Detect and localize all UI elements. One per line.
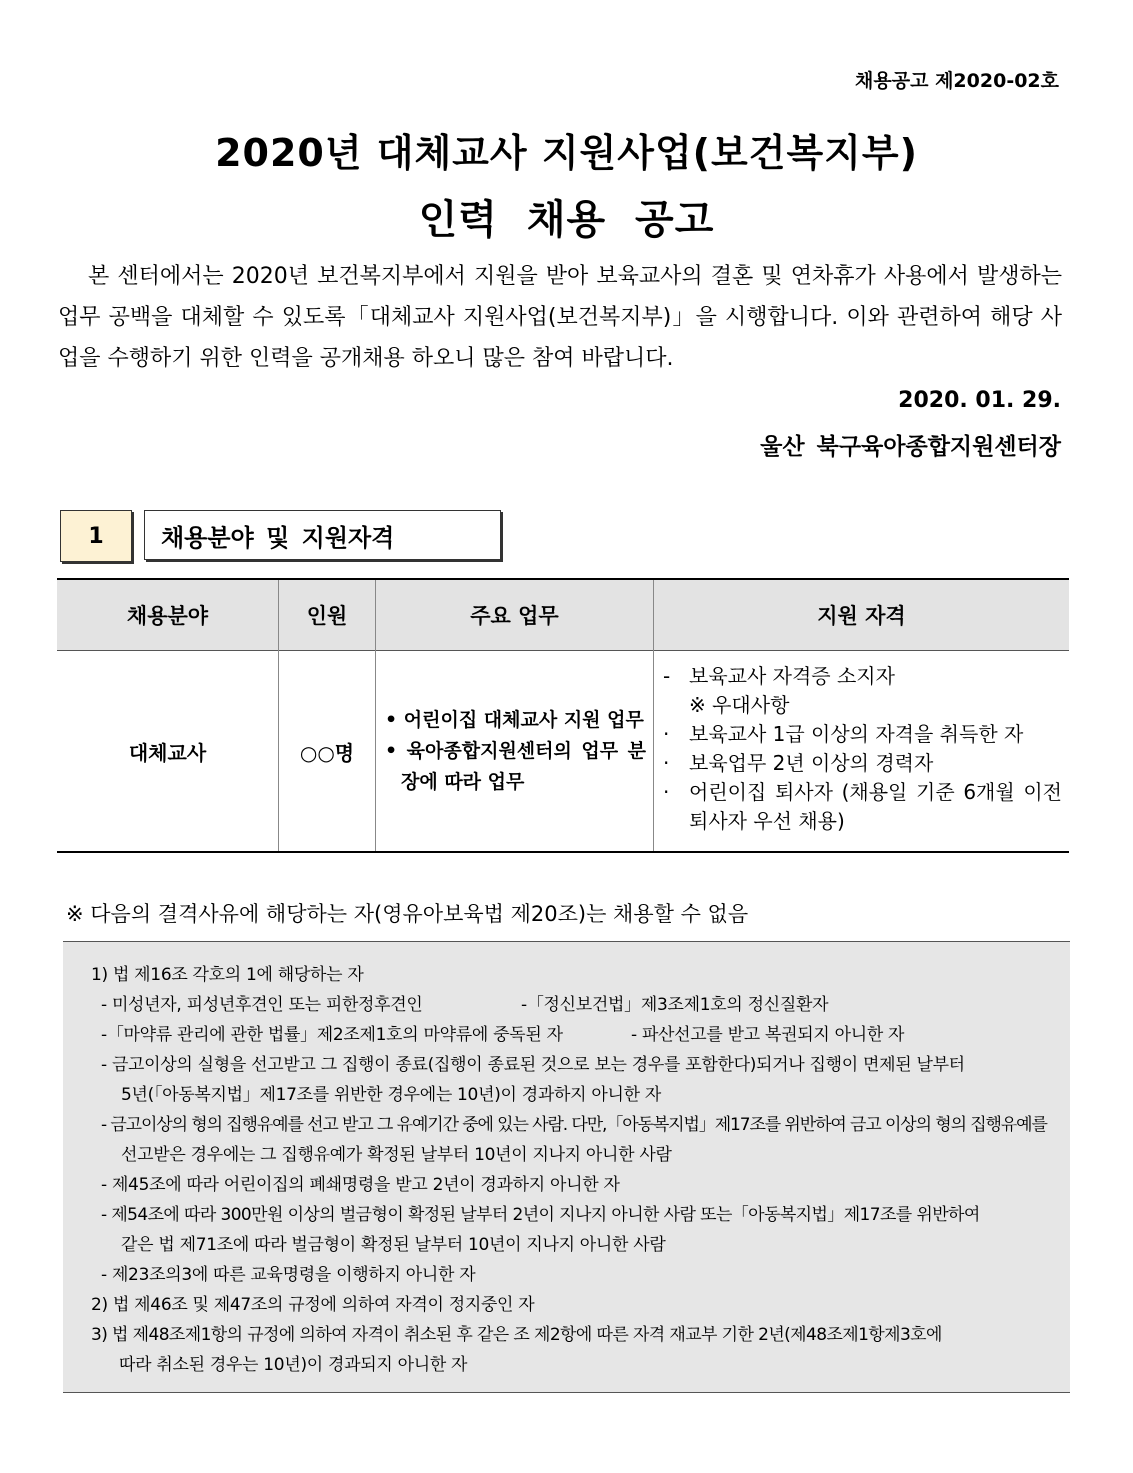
notice-number: 채용공고 제2020-02호 (855, 70, 1059, 92)
cell-duties (376, 651, 654, 853)
header-duties: 주요 업무 (376, 579, 654, 651)
qualification-item: · 보육업무 2년 이상의 경력자 (663, 751, 934, 775)
qualification-item: · 어린이집 퇴사자 (채용일 기준 6개월 이전 퇴사자 우선 채용) (663, 780, 1062, 833)
list-item: - 제23조의3에 따른 교육명령을 이행하지 아니한 자 (101, 1265, 476, 1285)
cell-qualifications (654, 651, 1070, 853)
list-item: 5년(「아동복지법」제17조를 위반한 경우에는 10년)이 경과하지 아니한 자 (121, 1085, 661, 1105)
list-item: -「마약류 관리에 관한 법률」제2조제1호의 마약류에 중독된 자 - 파산선고를 받고 복권되지 아니한 자 (101, 1025, 905, 1045)
organization-name: 울산 북구육아종합지원센터장 (760, 434, 1061, 460)
list-item: - 금고이상의 실형을 선고받고 그 집행이 종료(집행이 종료된 것으로 보는 경우를 포함한다)되거나 집행이 면제된 날부터 (101, 1055, 965, 1075)
list-item: 선고받은 경우에는 그 집행유예가 확정된 날부터 10년이 지나지 아니한 사람 (121, 1145, 672, 1165)
qualification-item: - 보육교사 자격증 소지자 (663, 664, 895, 688)
duty-item: • 어린이집 대체교사 지원 업무 (385, 708, 644, 731)
list-item: - 제54조에 따라 300만원 이상의 벌금형이 확정된 날부터 2년이 지나지 아니한 사람 또는「아동복지법」제17조를 위반하여 (101, 1205, 980, 1225)
page-subtitle: 인력 채용 공고 (418, 197, 715, 243)
list-item: 같은 법 제71조에 따라 벌금형이 확정된 날부터 10년이 지나지 아니한 사람 (121, 1235, 666, 1255)
header-field: 채용분야 (57, 579, 279, 651)
disqualification-box (63, 941, 1070, 1393)
header-qualifications: 지원 자격 (654, 579, 1070, 651)
recruitment-table (57, 578, 1069, 853)
notice-date: 2020. 01. 29. (898, 388, 1061, 413)
list-item: 따라 취소된 경우는 10년)이 경과되지 아니한 자 (119, 1355, 468, 1375)
table-row (57, 651, 1069, 853)
list-item: - 미성년자, 피성년후견인 또는 피한정후견인 -「정신보건법」제3조제1호의 정신질환자 (101, 995, 829, 1015)
duty-item: • 육아종합지원센터의 업무 분장에 따라 업무 (385, 739, 646, 793)
list-item: 3) 법 제48조제1항의 규정에 의하여 자격이 취소된 후 같은 조 제2항에 따른 자격 재교부 기한 2년(제48조제1항제3호에 (91, 1325, 942, 1345)
section-title: 채용분야 및 지원자격 (144, 510, 501, 560)
cell-count: ○○명 (279, 651, 376, 853)
list-item: - 제45조에 따라 어린이집의 폐쇄명령을 받고 2년이 경과하지 아니한 자 (101, 1175, 620, 1195)
header-count: 인원 (279, 579, 376, 651)
intro-paragraph: 본 센터에서는 2020년 보건복지부에서 지원을 받아 보육교사의 결혼 및 연차휴가 사용에서 발생하는 업무 공백을 대체할 수 있도록「대체교사 지원사업(보건복지부)」을 시행합니다. 이와 관련하여 해당 사업을 수행하기 위한 인력을 공개채용 하오니 많은 참여 바랍니다. (58, 264, 1062, 371)
page-title: 2020년 대체교사 지원사업(보건복지부) (215, 131, 918, 175)
list-item: 2) 법 제46조 및 제47조의 규정에 의하여 자격이 정지중인 자 (91, 1295, 535, 1315)
section-number: 1 (60, 510, 132, 562)
cell-field: 대체교사 (57, 651, 279, 853)
list-item: - 금고이상의 형의 집행유예를 선고 받고 그 유예기간 중에 있는 사람. 다만,「아동복지법」제17조를 위반하여 금고 이상의 형의 집행유예를 (101, 1115, 1047, 1135)
list-item: 1) 법 제16조 각호의 1에 해당하는 자 (91, 965, 364, 985)
table-header-row (57, 579, 1069, 651)
disqualification-title: ※ 다음의 결격사유에 해당하는 자(영유아보육법 제20조)는 채용할 수 없음 (66, 902, 749, 926)
qualification-item: · 보육교사 1급 이상의 자격을 취득한 자 (663, 722, 1024, 746)
qualification-item: ※ 우대사항 (689, 693, 790, 717)
